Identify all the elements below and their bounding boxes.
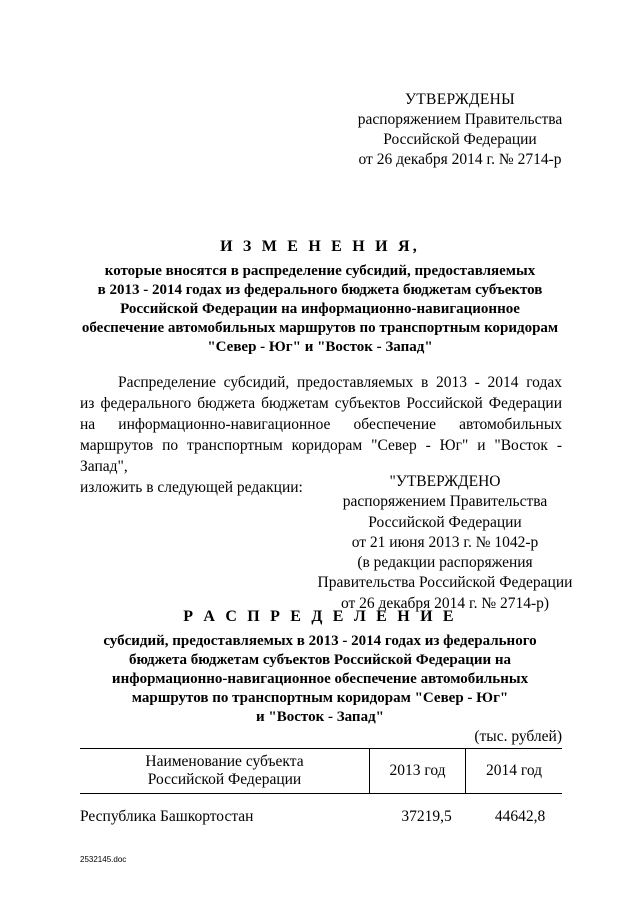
column-header-2014: 2014 год [465, 749, 562, 793]
approval-revision-line: "УТВЕРЖДЕНО [389, 473, 501, 490]
approval-block [330, 90, 590, 170]
approval-revision-line: от 26 декабря 2014 г. № 2714-р) [340, 594, 550, 612]
approval-heading: УТВЕРЖДЕНЫ [405, 91, 515, 108]
distribution-subtitle [60, 632, 580, 727]
distribution-subtitle-line: маршрутов по транспортным коридорам "Север - Юг" [131, 690, 509, 706]
table-header [80, 749, 562, 794]
column-header-2013: 2013 год [369, 749, 465, 793]
file-name-footer: 2532145.doc [80, 855, 127, 864]
distribution-table [80, 748, 562, 830]
body-line: изложить в следующей редакции: [80, 479, 303, 496]
changes-subtitle [60, 262, 580, 357]
changes-subtitle-line: которые вносятся в распределение субсидий, предоставляемых [104, 263, 536, 279]
column-header-subject-line: Российской Федерации [147, 771, 302, 788]
approval-revision-line: Правительства Российской Федерации [317, 574, 573, 592]
table-row [80, 808, 562, 830]
body-line: из федерального бюджета бюджетам субъектов Российской Федерации [80, 395, 562, 412]
distribution-subtitle-line: субсидий, предоставляемых в 2013 - 2014 годах из федерального [103, 633, 537, 649]
distribution-title: Р А С П Р Е Д Е Л Е Н И Е [183, 608, 457, 625]
approval-line: Российской Федерации [383, 131, 537, 148]
cell-2013: 37219,5 [401, 808, 452, 825]
approval-revision-line: распоряжением Правительства [342, 493, 548, 511]
body-line: Распределение субсидий, предоставляемых в 2013 - 2014 годах [118, 374, 562, 391]
cell-2014: 44642,8 [494, 808, 546, 825]
units-label: (тыс. рублей) [474, 728, 562, 745]
changes-title: И З М Е Н Е Н И Я, [220, 238, 420, 255]
column-header-subject [80, 749, 369, 793]
changes-subtitle-line: в 2013 - 2014 годах из федерального бюджета бюджетам субъектов [97, 282, 543, 298]
approval-revision-block [300, 472, 590, 614]
approval-revision-line: от 21 июня 2013 г. № 1042-р [351, 533, 539, 551]
approval-revision-line: (в редакции распоряжения [357, 554, 533, 572]
approval-line: от 26 декабря 2014 г. № 2714-р [358, 151, 562, 168]
distribution-subtitle-line: информационно-навигационное обеспечение автомобильных [111, 671, 529, 687]
approval-line: распоряжением Правительства [357, 111, 563, 128]
body-line: маршрутов по транспортным коридорам "Север - Юг" и "Восток - Запад", [80, 437, 562, 475]
changes-subtitle-line: Российской Федерации на информационно-навигационное [120, 301, 520, 317]
changes-subtitle-line: "Север - Юг" и "Восток - Запад" [207, 339, 433, 355]
cell-subject: Республика Башкортостан [80, 808, 254, 825]
approval-revision-line: Российской Федерации [368, 513, 522, 531]
distribution-subtitle-line: бюджета бюджетам субъектов Российской Федерации на [128, 652, 512, 668]
column-header-subject-line: Наименование субъекта [145, 753, 304, 770]
distribution-subtitle-line: и "Восток - Запад" [256, 709, 384, 725]
changes-subtitle-line: обеспечение автомобильных маршрутов по транспортным коридорам [81, 320, 559, 336]
body-line: на информационно-навигационное обеспечение автомобильных [80, 416, 562, 433]
